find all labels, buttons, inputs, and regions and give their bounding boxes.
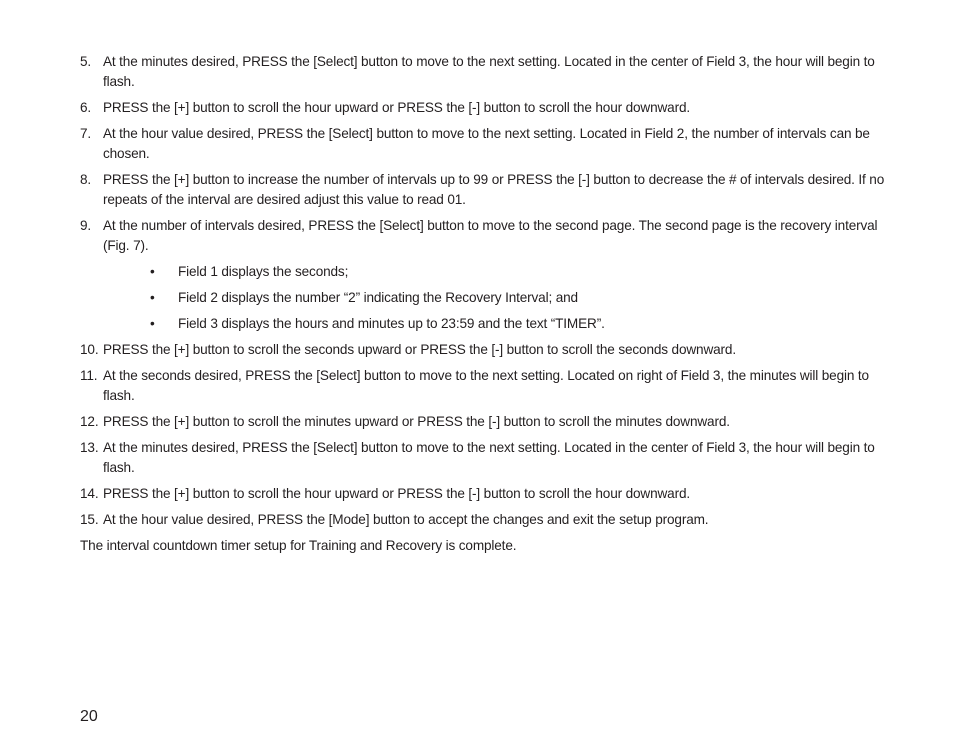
step-text: At the seconds desired, PRESS the [Select] button to move to the next setting. Located on right of Field 3, the minutes will begin to flash. [103,368,869,403]
steps-list-part-2 [80,340,892,530]
bullet-mark: • [150,316,155,331]
step-8 [80,170,892,210]
step-text: At the hour value desired, PRESS the [Select] button to move to the next setting. Located in Field 2, the number of intervals can be chosen. [103,126,870,161]
step-text: PRESS the [+] button to increase the number of intervals up to 99 or PRESS the [-] button to decrease the # of intervals desired. If no repeats of the interval are desired adjust this value to read 01. [103,172,885,207]
step-number: 12. [80,414,99,429]
step-10 [80,340,892,360]
bullet-field-3 [150,314,892,334]
step-11 [80,366,892,406]
step-14 [80,484,892,504]
step-number: 11. [80,368,98,383]
closing-paragraph: The interval countdown timer setup for Training and Recovery is complete. [80,538,517,553]
bullet-text: Field 3 displays the hours and minutes up to 23:59 and the text “TIMER”. [178,316,605,331]
step-text: At the minutes desired, PRESS the [Select] button to move to the next setting. Located in the center of Field 3, the hour will begin to flash. [103,54,875,89]
step-text: At the number of intervals desired, PRESS the [Select] button to move to the second page. The second page is the recovery interval (Fig. 7). [103,218,878,253]
step-number: 6. [80,100,92,115]
step-12 [80,412,892,432]
bullet-text: Field 1 displays the seconds; [178,264,349,279]
bullet-field-2 [150,288,892,308]
step-number: 10. [80,342,99,357]
step-text: PRESS the [+] button to scroll the seconds upward or PRESS the [-] button to scroll the seconds downward. [103,342,736,357]
bullet-field-1 [150,262,892,282]
step-number: 15. [80,512,99,527]
step-5 [80,52,892,92]
field-bullet-list [80,262,892,334]
step-number: 7. [80,126,92,141]
page-number: 20 [80,708,98,725]
step-9 [80,216,892,256]
step-text: At the hour value desired, PRESS the [Mode] button to accept the changes and exit the setup program. [103,512,709,527]
step-15 [80,510,892,530]
step-text: PRESS the [+] button to scroll the hour upward or PRESS the [-] button to scroll the hour downward. [103,486,690,501]
bullet-mark: • [150,290,155,305]
step-number: 5. [80,54,92,69]
step-6 [80,98,892,118]
document-page [80,52,892,556]
step-text: PRESS the [+] button to scroll the minutes upward or PRESS the [-] button to scroll the minutes downward. [103,414,730,429]
step-text: PRESS the [+] button to scroll the hour upward or PRESS the [-] button to scroll the hour downward. [103,100,690,115]
step-number: 8. [80,172,92,187]
bullet-text: Field 2 displays the number “2” indicating the Recovery Interval; and [178,290,578,305]
steps-list-part-1 [80,52,892,256]
step-7 [80,124,892,164]
step-text: At the minutes desired, PRESS the [Select] button to move to the next setting. Located in the center of Field 3, the hour will begin to flash. [103,440,875,475]
step-number: 9. [80,218,92,233]
step-number: 13. [80,440,99,455]
bullet-mark: • [150,264,155,279]
step-number: 14. [80,486,99,501]
step-13 [80,438,892,478]
